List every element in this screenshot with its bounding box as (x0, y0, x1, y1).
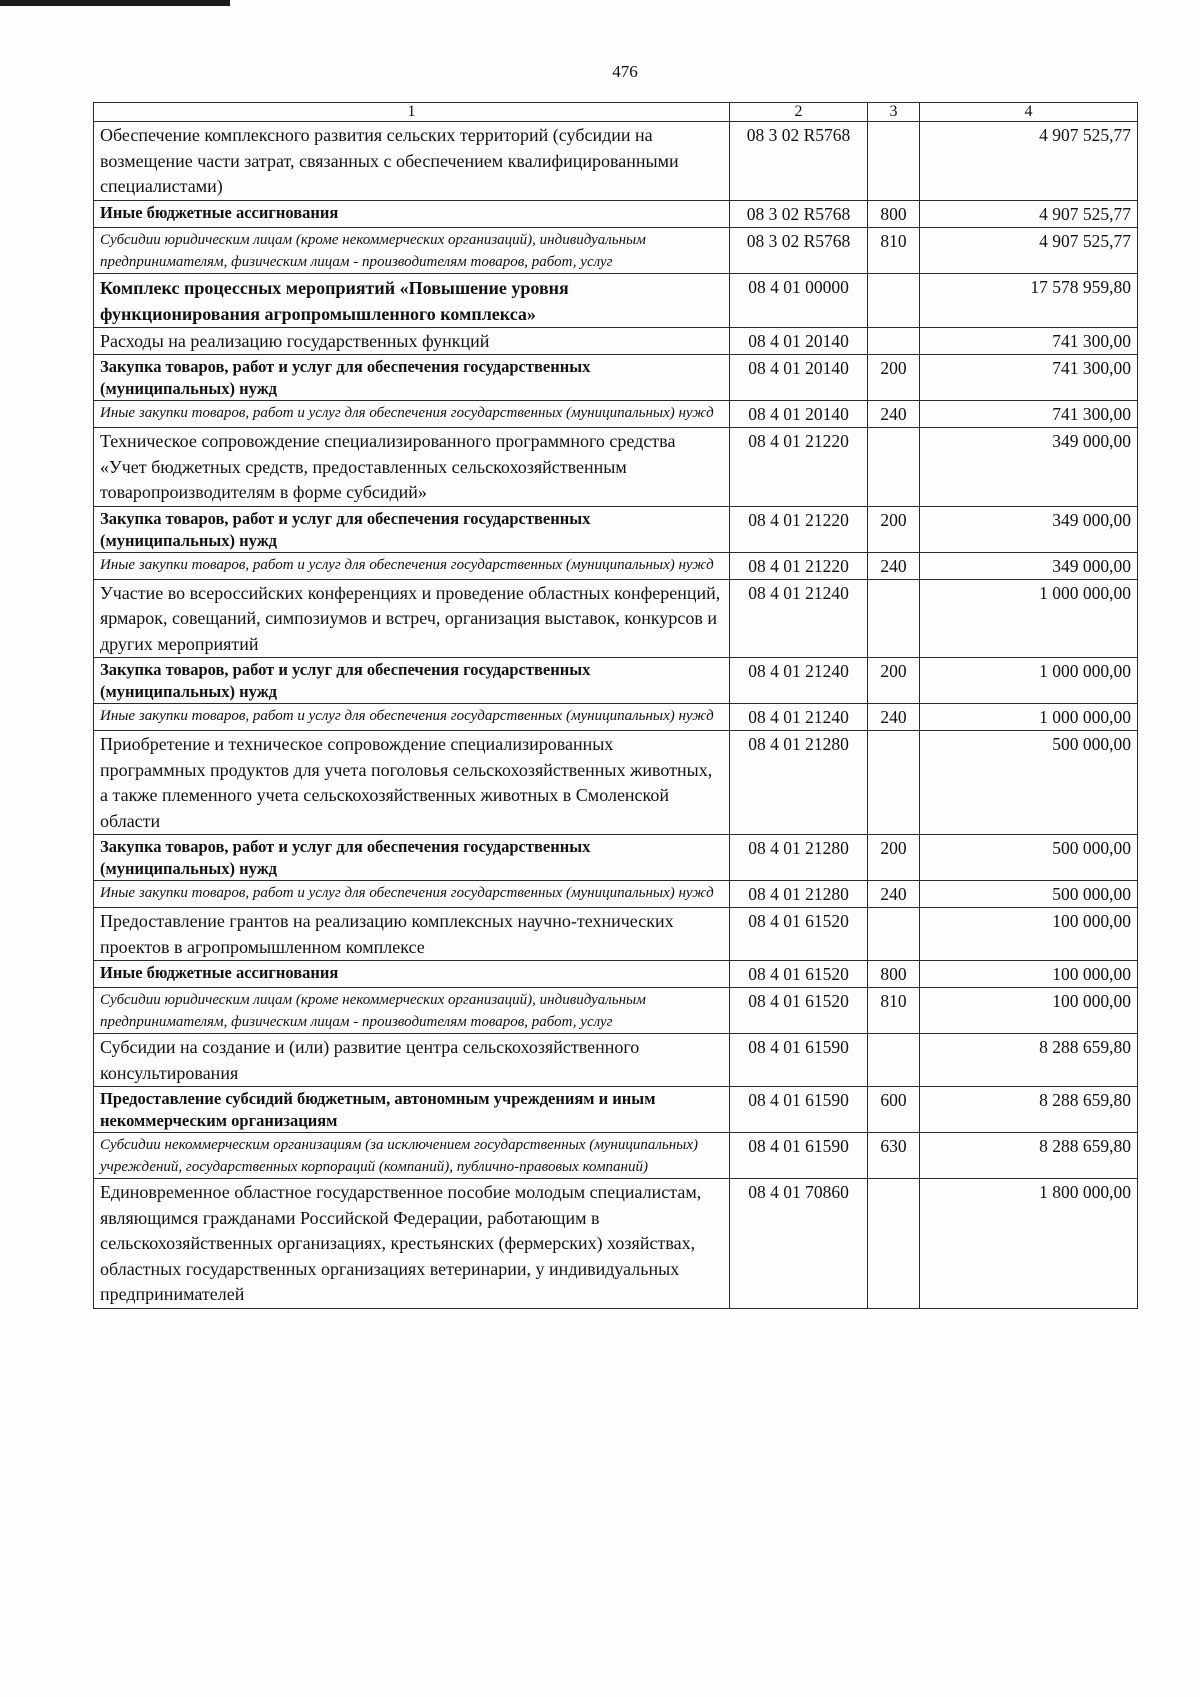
row-name: Иные закупки товаров, работ и услуг для обеспечения государственных (муниципальных) нужд (94, 401, 730, 428)
row-amount: 8 288 659,80 (920, 1034, 1138, 1087)
row-amount: 17 578 959,80 (920, 273, 1138, 327)
row-expense-type (868, 1179, 920, 1309)
row-code: 08 4 01 70860 (730, 1179, 868, 1309)
row-expense-type (868, 731, 920, 835)
row-amount: 1 000 000,00 (920, 658, 1138, 704)
table-row (94, 1133, 1138, 1179)
row-amount: 100 000,00 (920, 988, 1138, 1034)
table-row (94, 200, 1138, 227)
row-amount: 4 907 525,77 (920, 200, 1138, 227)
row-amount: 500 000,00 (920, 835, 1138, 881)
row-amount: 4 907 525,77 (920, 227, 1138, 273)
table-row (94, 658, 1138, 704)
row-code: 08 4 01 20140 (730, 355, 868, 401)
row-code: 08 4 01 20140 (730, 327, 868, 355)
row-name: Субсидии некоммерческим организациям (за исключением государственных (муниципальных) учреждений, государственных корпораций (компаний), публично-правовых компаний) (94, 1133, 730, 1179)
table-row (94, 881, 1138, 908)
row-expense-type: 240 (868, 881, 920, 908)
row-expense-type: 240 (868, 401, 920, 428)
column-header-code: 2 (730, 103, 868, 122)
row-name: Иные бюджетные ассигнования (94, 961, 730, 988)
row-amount: 100 000,00 (920, 908, 1138, 961)
row-expense-type: 800 (868, 961, 920, 988)
column-header-type: 3 (868, 103, 920, 122)
row-name: Закупка товаров, работ и услуг для обеспечения государственных (муниципальных) нужд (94, 835, 730, 881)
row-amount: 349 000,00 (920, 428, 1138, 507)
row-code: 08 4 01 61520 (730, 908, 868, 961)
row-expense-type (868, 1034, 920, 1087)
table-row (94, 835, 1138, 881)
row-amount: 741 300,00 (920, 401, 1138, 428)
row-amount: 500 000,00 (920, 881, 1138, 908)
row-code: 08 4 01 61590 (730, 1087, 868, 1133)
row-name: Иные закупки товаров, работ и услуг для обеспечения государственных (муниципальных) нужд (94, 704, 730, 731)
row-expense-type: 600 (868, 1087, 920, 1133)
row-expense-type: 200 (868, 658, 920, 704)
row-name: Закупка товаров, работ и услуг для обеспечения государственных (муниципальных) нужд (94, 506, 730, 552)
row-expense-type (868, 327, 920, 355)
table-row (94, 908, 1138, 961)
row-code: 08 4 01 61520 (730, 961, 868, 988)
table-row (94, 1087, 1138, 1133)
row-expense-type: 200 (868, 506, 920, 552)
column-header-amount: 4 (920, 103, 1138, 122)
table-row (94, 704, 1138, 731)
row-code: 08 4 01 21220 (730, 506, 868, 552)
row-name: Субсидии на создание и (или) развитие центра сельскохозяйственного консультирования (94, 1034, 730, 1087)
row-expense-type: 630 (868, 1133, 920, 1179)
row-amount: 741 300,00 (920, 355, 1138, 401)
table-row (94, 988, 1138, 1034)
row-expense-type: 240 (868, 704, 920, 731)
row-code: 08 4 01 21220 (730, 552, 868, 579)
row-code: 08 4 01 21240 (730, 704, 868, 731)
row-name: Закупка товаров, работ и услуг для обеспечения государственных (муниципальных) нужд (94, 355, 730, 401)
row-amount: 100 000,00 (920, 961, 1138, 988)
row-amount: 349 000,00 (920, 552, 1138, 579)
table-row (94, 227, 1138, 273)
table-row (94, 401, 1138, 428)
row-name: Закупка товаров, работ и услуг для обеспечения государственных (муниципальных) нужд (94, 658, 730, 704)
row-expense-type (868, 908, 920, 961)
row-amount: 8 288 659,80 (920, 1133, 1138, 1179)
row-amount: 741 300,00 (920, 327, 1138, 355)
row-name: Расходы на реализацию государственных функций (94, 327, 730, 355)
row-amount: 4 907 525,77 (920, 122, 1138, 201)
table-row (94, 355, 1138, 401)
row-code: 08 3 02 R5768 (730, 227, 868, 273)
row-expense-type: 200 (868, 835, 920, 881)
row-code: 08 4 01 21220 (730, 428, 868, 507)
row-name: Единовременное областное государственное пособие молодым специалистам, являющимся гражданами Российской Федерации, работающим в сельскохозяйственных организациях, крестьянских (фермерских) хозяйствах, областных государственных организациях ветеринарии, у индивидуальных предпринимателей (94, 1179, 730, 1309)
column-header-name: 1 (94, 103, 730, 122)
row-amount: 349 000,00 (920, 506, 1138, 552)
row-amount: 1 000 000,00 (920, 579, 1138, 658)
row-name: Иные закупки товаров, работ и услуг для обеспечения государственных (муниципальных) нужд (94, 881, 730, 908)
row-expense-type: 810 (868, 988, 920, 1034)
row-name: Предоставление субсидий бюджетным, автономным учреждениям и иным некоммерческим организациям (94, 1087, 730, 1133)
row-amount: 1 800 000,00 (920, 1179, 1138, 1309)
table-row (94, 1179, 1138, 1309)
row-expense-type: 200 (868, 355, 920, 401)
table-row (94, 506, 1138, 552)
table-row (94, 961, 1138, 988)
row-expense-type: 800 (868, 200, 920, 227)
row-expense-type (868, 579, 920, 658)
row-code: 08 4 01 20140 (730, 401, 868, 428)
table-header-row (94, 103, 1138, 122)
page-number: 476 (612, 62, 638, 81)
row-name: Приобретение и техническое сопровождение специализированных программных продуктов для учета поголовья сельскохозяйственных животных, а также племенного учета сельскохозяйственных животных в Смоленской области (94, 731, 730, 835)
row-expense-type: 810 (868, 227, 920, 273)
row-amount: 8 288 659,80 (920, 1087, 1138, 1133)
row-name: Иные бюджетные ассигнования (94, 200, 730, 227)
row-code: 08 4 01 21240 (730, 579, 868, 658)
row-expense-type: 240 (868, 552, 920, 579)
table-row (94, 552, 1138, 579)
row-name: Обеспечение комплексного развития сельских территорий (субсидии на возмещение части затрат, связанных с обеспечением квалифицированными специалистами) (94, 122, 730, 201)
row-name: Комплекс процессных мероприятий «Повышение уровня функционирования агропромышленного комплекса» (94, 273, 730, 327)
row-expense-type (868, 273, 920, 327)
row-name: Иные закупки товаров, работ и услуг для обеспечения государственных (муниципальных) нужд (94, 552, 730, 579)
row-name: Предоставление грантов на реализацию комплексных научно-технических проектов в агропромышленном комплексе (94, 908, 730, 961)
row-code: 08 4 01 21280 (730, 731, 868, 835)
table-row (94, 1034, 1138, 1087)
row-expense-type (868, 122, 920, 201)
row-code: 08 4 01 21280 (730, 835, 868, 881)
budget-table (93, 102, 1138, 1309)
table-row (94, 327, 1138, 355)
row-name: Техническое сопровождение специализированного программного средства «Учет бюджетных средств, предоставленных сельскохозяйственным товаропроизводителям в форме субсидий» (94, 428, 730, 507)
row-code: 08 3 02 R5768 (730, 200, 868, 227)
row-expense-type (868, 428, 920, 507)
row-code: 08 4 01 00000 (730, 273, 868, 327)
table-row (94, 122, 1138, 201)
row-amount: 500 000,00 (920, 731, 1138, 835)
table-row (94, 579, 1138, 658)
row-code: 08 4 01 61590 (730, 1133, 868, 1179)
row-code: 08 4 01 61520 (730, 988, 868, 1034)
row-amount: 1 000 000,00 (920, 704, 1138, 731)
top-edge-rule (0, 0, 230, 6)
row-code: 08 4 01 61590 (730, 1034, 868, 1087)
row-code: 08 4 01 21280 (730, 881, 868, 908)
table-row (94, 428, 1138, 507)
row-name: Участие во всероссийских конференциях и проведение областных конференций, ярмарок, совещаний, симпозиумов и встреч, организация выставок, конкурсов и других мероприятий (94, 579, 730, 658)
row-code: 08 3 02 R5768 (730, 122, 868, 201)
row-name: Субсидии юридическим лицам (кроме некоммерческих организаций), индивидуальным предпринимателям, физическим лицам - производителям товаров, работ, услуг (94, 988, 730, 1034)
table-body (94, 122, 1138, 1309)
row-code: 08 4 01 21240 (730, 658, 868, 704)
table-row (94, 731, 1138, 835)
table-row (94, 273, 1138, 327)
row-name: Субсидии юридическим лицам (кроме некоммерческих организаций), индивидуальным предпринимателям, физическим лицам - производителям товаров, работ, услуг (94, 227, 730, 273)
